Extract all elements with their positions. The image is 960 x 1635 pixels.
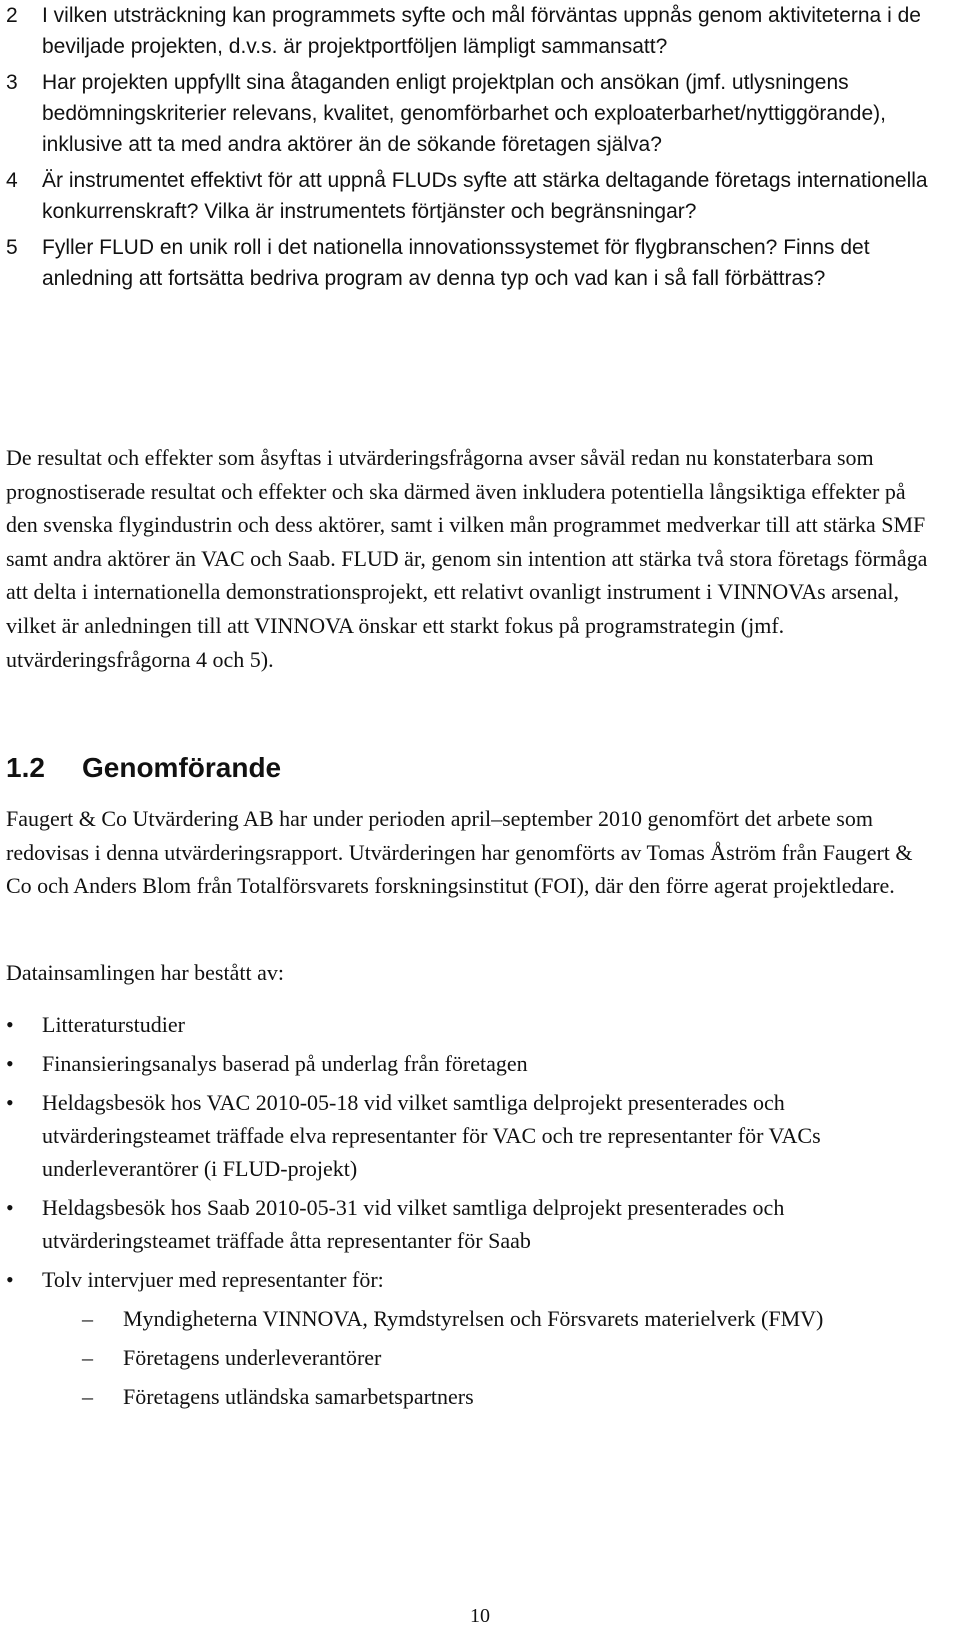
bullet-marker: • [6, 1051, 14, 1076]
section-title: Genomförande [82, 752, 282, 783]
sub-list-item [42, 1341, 942, 1374]
question-item [6, 0, 936, 62]
interview-groups-list [42, 1302, 942, 1413]
section-number: 1.2 [6, 752, 45, 783]
evaluation-questions-list [6, 0, 936, 299]
bullet-marker: • [6, 1267, 14, 1292]
question-number: 2 [6, 4, 18, 27]
question-item [6, 165, 936, 227]
list-item [6, 1263, 942, 1413]
dash-marker: – [82, 1306, 93, 1331]
question-item [6, 232, 936, 294]
sub-list-item [42, 1302, 942, 1335]
list-item-text: Litteraturstudier [42, 1012, 185, 1037]
results-paragraph: De resultat och effekter som åsyftas i utvärderingsfrågorna avser såväl redan nu konstaterbara som prognostiserade resultat och effekter och ska därmed även inkludera potentiella långsiktiga effekter på den svenska flygindustrin och dess aktörer, samt i vilken mån programmet medverkar till att stärka SMF samt andra aktörer än VAC och Saab. FLUD är, genom sin intention att stärka två stora företags förmåga att delta i internationella demonstrationsprojekt, ett relativt ovanligt instrument i VINNOVAs arsenal, vilket är anledningen till att VINNOVA önskar ett starkt fokus på programstrategin (jmf. utvärderingsfrågorna 4 och 5). [6, 445, 928, 672]
sub-list-item [42, 1380, 942, 1413]
data-collection-intro: Datainsamlingen har bestått av: [6, 960, 284, 985]
question-number: 4 [6, 169, 18, 192]
section-heading [6, 750, 281, 786]
list-item-text: Finansieringsanalys baserad på underlag från företagen [42, 1051, 528, 1076]
sub-list-item-text: Företagens underleverantörer [123, 1345, 382, 1370]
question-text: Är instrumentet effektivt för att uppnå FLUDs syfte att stärka deltagande företags internationella konkurrenskraft? Vilka är instrumentets förtjänster och begränsningar? [42, 169, 928, 223]
question-text: Fyller FLUD en unik roll i det nationella innovationssystemet för flygbranschen? Finns det anledning att fortsätta bedriva program av denna typ och vad kan i så fall förbättras? [42, 236, 870, 290]
list-item [6, 1047, 942, 1080]
sub-list-item-text: Företagens utländska samarbetspartners [123, 1384, 474, 1409]
data-collection-list [6, 1008, 942, 1419]
page-number: 10 [470, 1605, 490, 1627]
execution-paragraph: Faugert & Co Utvärdering AB har under perioden april–september 2010 genomfört det arbete som redovisas i denna utvärderingsrapport. Utvärderingen har genomförts av Tomas Åström från Faugert & Co och Anders Blom från Totalförsvarets forskningsinstitut (FOI), där den förre agerat projektledare. [6, 806, 913, 899]
bullet-marker: • [6, 1195, 14, 1220]
question-text: I vilken utsträckning kan programmets syfte och mål förväntas uppnås genom aktiviteterna i de beviljade projekten, d.v.s. är projektportföljen lämpligt sammansatt? [42, 4, 921, 58]
dash-marker: – [82, 1345, 93, 1370]
dash-marker: – [82, 1384, 93, 1409]
bullet-marker: • [6, 1090, 14, 1115]
list-item [6, 1008, 942, 1041]
list-item-text: Tolv intervjuer med representanter för: [42, 1267, 384, 1292]
question-item [6, 67, 936, 160]
question-number: 5 [6, 236, 18, 259]
list-item [6, 1086, 942, 1185]
list-item [6, 1191, 942, 1257]
question-text: Har projekten uppfyllt sina åtaganden enligt projektplan och ansökan (jmf. utlysningens bedömningskriterier relevans, kvalitet, genomförbarhet och exploaterbarhet/nyttiggörande), inklusive att ta med andra aktörer än de sökande företagen själva? [42, 71, 886, 156]
bullet-marker: • [6, 1012, 14, 1037]
list-item-text: Heldagsbesök hos VAC 2010-05-18 vid vilket samtliga delprojekt presenterades och utvärderingsteamet träffade elva representanter för VAC och tre representanter för VACs underleverantörer (i FLUD-projekt) [42, 1090, 821, 1181]
list-item-text: Heldagsbesök hos Saab 2010-05-31 vid vilket samtliga delprojekt presenterades och utvärderingsteamet träffade åtta representanter för Saab [42, 1195, 785, 1253]
sub-list-item-text: Myndigheterna VINNOVA, Rymdstyrelsen och Försvarets materielverk (FMV) [123, 1306, 824, 1331]
question-number: 3 [6, 71, 18, 94]
